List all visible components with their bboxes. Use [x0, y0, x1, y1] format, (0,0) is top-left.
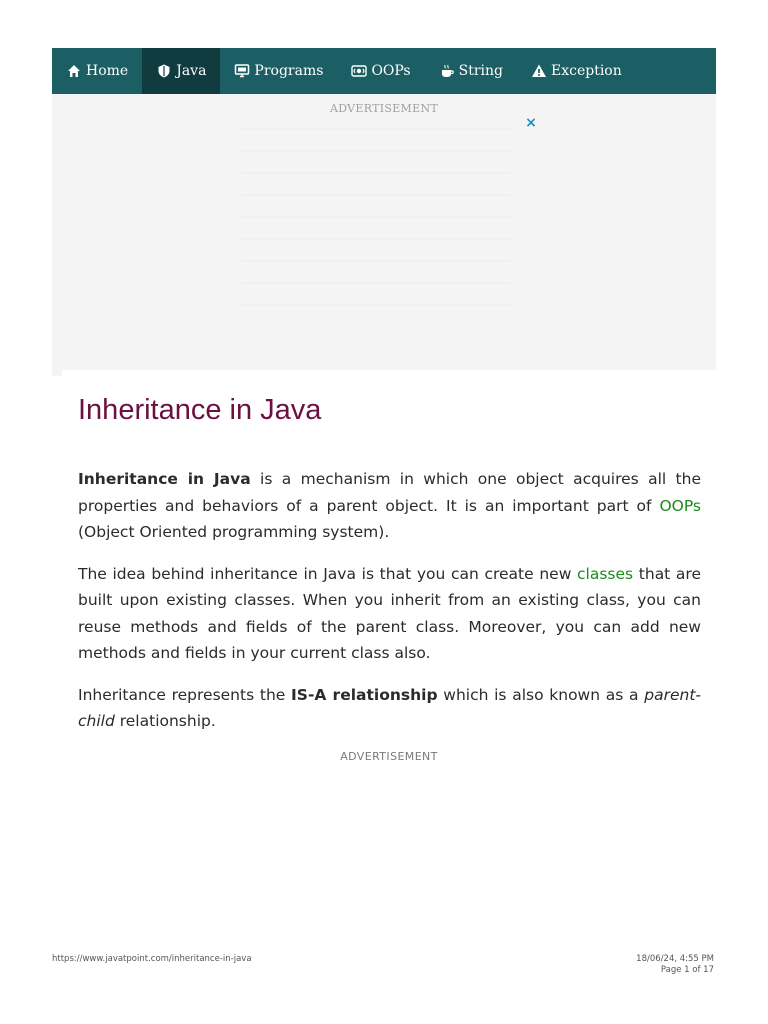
text: which is also known as a [437, 685, 645, 704]
italic-term: parent-child [78, 685, 701, 730]
nav-string-label: String [458, 63, 503, 79]
advertisement-label: ADVERTISEMENT [329, 102, 439, 115]
bold-term: IS-A relationship [291, 685, 438, 704]
nav-string[interactable] [425, 48, 517, 94]
paragraph-1 [78, 466, 701, 546]
oops-icon [351, 63, 367, 79]
top-navbar [52, 48, 716, 94]
java-shield-icon [156, 63, 172, 79]
home-icon [66, 63, 82, 79]
article-content [78, 466, 701, 750]
nav-oops-label: OOPs [371, 63, 411, 79]
advertisement-banner[interactable] [52, 94, 716, 370]
text: (Object Oriented programming system). [78, 523, 390, 541]
nav-programs-label: Programs [254, 63, 324, 79]
text: The idea behind inheritance in Java is that you can create new [78, 564, 578, 583]
nav-oops[interactable] [337, 48, 424, 94]
nav-home-label: Home [86, 63, 129, 79]
footer-meta [636, 954, 714, 976]
coffee-cup-icon [439, 63, 455, 79]
footer-datetime: 18/06/24, 4:55 PM [636, 954, 714, 964]
oops-link[interactable]: OOPs [659, 496, 701, 515]
advertisement-placeholder [242, 116, 510, 306]
classes-link[interactable]: classes [577, 564, 634, 583]
ad-edge [52, 370, 62, 376]
nav-home[interactable] [52, 48, 142, 94]
footer-page-number: Page 1 of 17 [660, 965, 714, 975]
nav-java[interactable] [142, 48, 220, 94]
warning-icon [531, 63, 547, 79]
nav-programs[interactable] [220, 48, 337, 94]
footer-url: https://www.javatpoint.com/inheritance-in-java [52, 954, 252, 964]
nav-exception[interactable] [517, 48, 636, 94]
text: relationship. [114, 712, 216, 730]
paragraph-3 [78, 682, 701, 735]
text: is a mechanism in which one object acquires all the properties and behaviors of a parent object. It is an important part of [78, 470, 701, 515]
text: Inheritance represents the [78, 685, 292, 704]
nav-java-label: Java [176, 63, 207, 79]
monitor-icon [234, 63, 250, 79]
close-icon[interactable]: × [525, 115, 537, 131]
bold-term: Inheritance in Java [78, 470, 251, 488]
advertisement-label-mid: ADVERTISEMENT [340, 750, 438, 763]
text: that are built upon existing classes. When you inherit from an existing class, you can reuse methods and fields of the parent class. Moreover, you can add new methods and fields in your current class also. [78, 564, 701, 662]
page-title: Inheritance in Java [78, 394, 322, 426]
nav-exception-label: Exception [551, 63, 622, 79]
paragraph-2 [78, 561, 701, 667]
